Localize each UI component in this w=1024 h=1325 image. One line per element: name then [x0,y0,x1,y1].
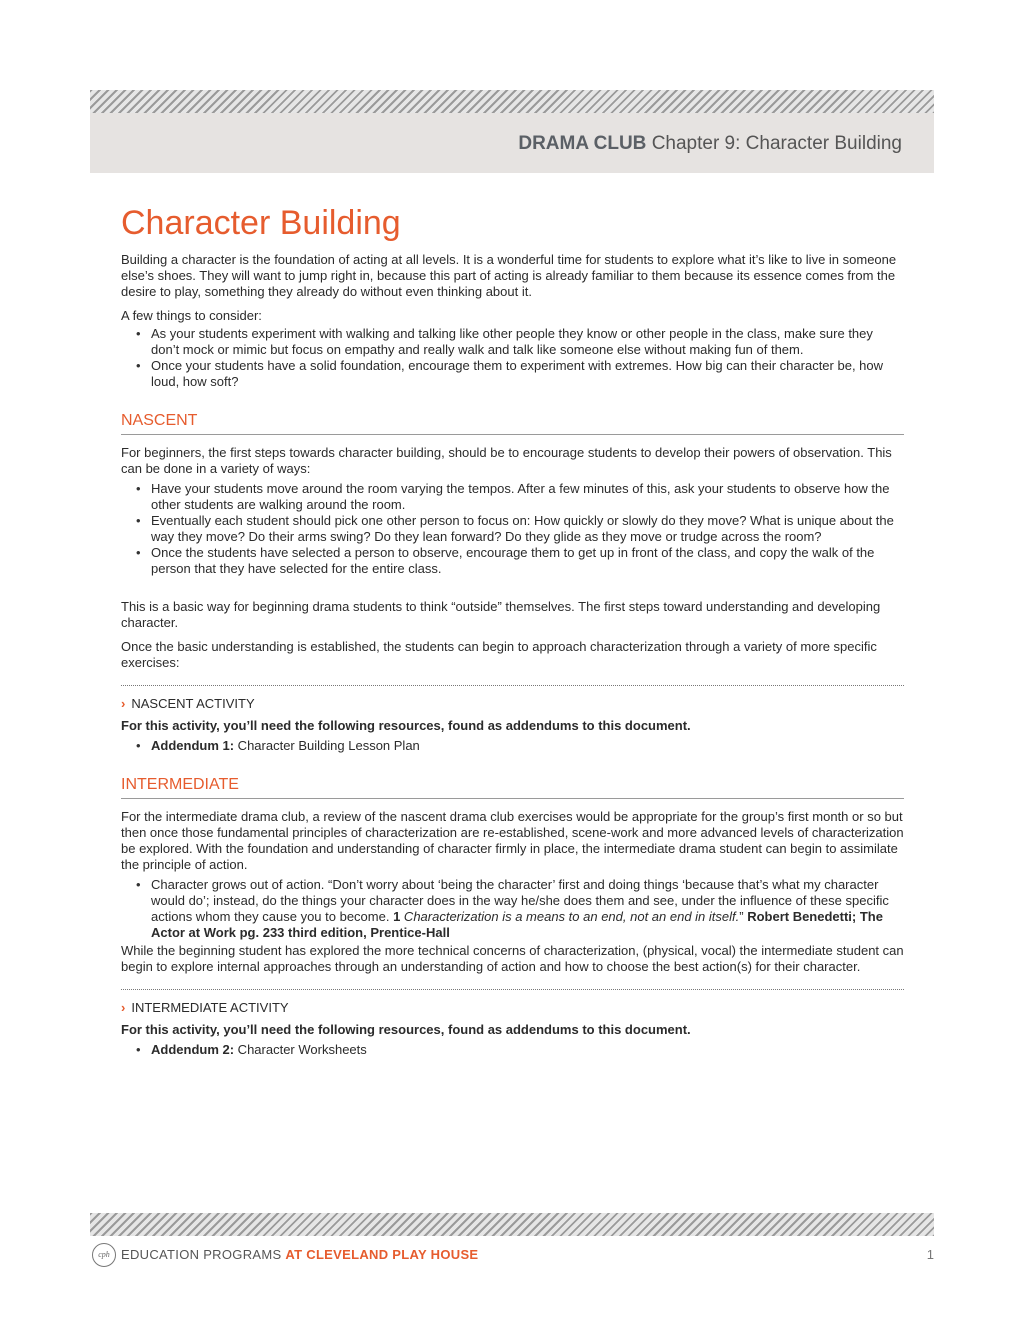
chevron-right-icon: › [121,1000,126,1016]
section-heading-nascent: NASCENT [121,412,904,435]
consider-label: A few things to consider: [121,308,262,324]
dotted-divider [121,989,904,990]
nascent-activity-title: › NASCENT ACTIVITY [121,696,255,712]
intro-paragraph: Building a character is the foundation of acting at all levels. It is a wonderful time for students to explore what it’s like to live in someone else’s shoes. They will want to jump right in, because this part of acting is already familiar to them because its essence comes from the desire to play, something they already do without even thinking about it. [121,252,897,300]
list-item: • Have your students move around the room varying the tempos. After a few minutes of this, ask your students to observe how the other students are walking around the room. [151,481,904,513]
header-title [518,133,902,155]
page-title: Character Building [121,204,401,242]
page-number: 1 [926,1247,934,1262]
nascent-addendum-list [121,738,904,754]
page-content [121,205,904,1066]
intermediate-addendum-list [121,1042,904,1058]
list-item: • Addendum 1: Character Building Lesson Plan [151,738,904,754]
list-item: • Once the students have selected a person to observe, encourage them to get up in front of the class, and copy the walk of the person that they have selected for the entire class. [151,545,904,577]
nascent-paragraph-3: Once the basic understanding is established, the students can begin to approach characterization through a variety of more specific exercises: [121,639,877,671]
intermediate-activity-title: › INTERMEDIATE ACTIVITY [121,1000,289,1016]
nascent-paragraph-2: This is a basic way for beginning drama students to think “outside” themselves. The first steps toward understanding and developing character. [121,599,881,631]
footer-text: EDUCATION PROGRAMS AT CLEVELAND PLAY HOUSE [121,1247,479,1262]
nascent-list [121,481,904,577]
nascent-activity-resources: For this activity, you’ll need the following resources, found as addendums to this document. [121,718,691,734]
chevron-right-icon: › [121,696,126,712]
list-item: • Eventually each student should pick one other person to focus on: How quickly or slowly do they move? What is unique about the way they move? Do their arms swing? Do they lean forward? Do they glide as they move or trudge across the room? [151,513,904,545]
intermediate-intro: For the intermediate drama club, a review of the nascent drama club exercises would be appropriate for the group’s first month or so but then once those fundamental principles of characterization are re-established, scene-work and more advanced levels of characterization be explored. With the foundation and understanding of character firmly in place, the intermediate drama student can begin to assimilate the principle of action. [121,809,904,873]
intermediate-paragraph-2: While the beginning student has explored the more technical concerns of characterization, (physical, vocal) the intermediate student can begin to explore internal approaches through an understanding of action and how to choose the best action(s) for their character. [121,943,904,975]
list-item: • As your students experiment with walking and talking like other people they know or other people in the class, make sure they don’t mock or mimic but focus on empathy and really walk and talk like someone else without making fun of them. [151,326,904,358]
intermediate-list [121,877,904,941]
nascent-intro: For beginners, the first steps towards character building, should be to encourage students to develop their powers of observation. This can be done in a variety of ways: [121,445,892,477]
bottom-hatch-band [90,1213,934,1236]
section-heading-intermediate: INTERMEDIATE [121,776,904,799]
top-hatch-band [90,90,934,113]
list-item: • Character grows out of action. “Don’t worry about ‘being the character’ first and doing things ‘because that’s what my character would do’; instead, do the things your character does in the way he/she does them and see, under the influence of these specific actions whom they cause you to become. 1 Characterization is a means to an end, not an end in itself.” Robert Benedetti; The Actor at Work pg. 233 third edition, Prentice-Hall [151,877,904,941]
header-club: DRAMA CLUB [518,133,647,154]
header-chapter: Chapter 9: Character Building [651,133,902,154]
intermediate-activity-resources: For this activity, you’ll need the following resources, found as addendums to this document. [121,1022,691,1038]
cph-logo-icon: cph [92,1243,116,1267]
header-banner [90,113,934,173]
consider-list [121,326,904,390]
list-item: • Addendum 2: Character Worksheets [151,1042,904,1058]
dotted-divider [121,685,904,686]
list-item: • Once your students have a solid foundation, encourage them to experiment with extremes. How big can their character be, how loud, how soft? [151,358,904,390]
